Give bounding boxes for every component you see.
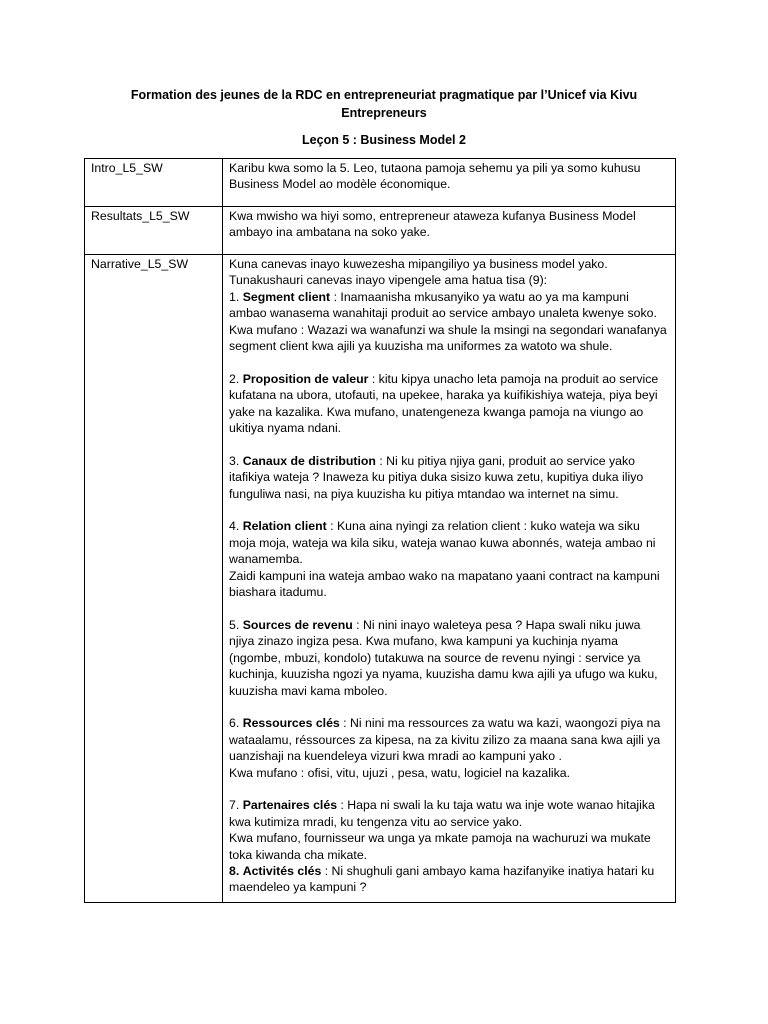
section-number: 6. [229,716,240,731]
section-text: : Ni nini inayo waleteya pesa ? Hapa swali niku juwa njiya zinazo ingiza pesa. Kwa mufano, kwa kampuni ya kuchinja nyama (ngombe, mbuzi, kondolo) tutakuwa na source de revenu nyingi : service ya kuchinja, kuuzisha ngozi ya nyama, kuuzisha damu kwa ajili ya ufugo wa kuku, kuuzisha mavi kama mboleo. [229,617,658,698]
section-number: 2. [229,371,240,386]
section-term: Relation client [242,519,327,534]
lesson-table [84,158,676,903]
row-key-intro: Intro_L5_SW [85,159,223,207]
section-number: 5. [229,617,240,632]
section-number: 4. [229,519,240,534]
document-title: Formation des jeunes de la RDC en entrepreneuriat pragmatique par l’Unicef via Kivu Entrepreneurs [130,88,638,120]
section-text: : Ni ku pitiya njiya gani, produit ao service yako itafikiya wateja ? Inaweza ku pitiya duka sisizo kuwa zetu, kupitiya duka iliyo funguliwa nasi, na piya kuuzisha ku pitiya mtandao wa internet na simu. [229,453,644,501]
section-text: : kitu kipya unacho leta pamoja na produit ao service kufatana na ubora, utofauti, na upekee, haraka ya kuifikishiya wateja, piya beyi yake na kazalika. Kwa mufano, unatengeneza kwanga pamoja na viungo ao ukitiya nyama ndani. [229,371,659,436]
narrative-section-canaux-de-distribution [229,453,669,502]
section-term: Ressources clés [242,716,340,731]
section-text: : Kuna aina nyingi za relation client : kuko wateja wa siku moja moja, wateja wa kila siku, wateja wanao kuwa abonnés, wateja ambao ni wanamemba. [229,519,656,567]
section-term: Activités clés [242,863,322,878]
row-key-narrative: Narrative_L5_SW [85,255,223,903]
section-term: Segment client [242,289,331,304]
narrative-section-activites-cles [229,863,669,896]
row-key-results: Resultats_L5_SW [85,207,223,255]
row-content-intro: Karibu kwa somo la 5. Leo, tutaona pamoja sehemu ya pili ya somo kuhusu Business Model ao modèle économique. [223,159,676,207]
section-text: : Hapa ni swali la ku taja watu wa inje wote wanao hitajika kwa kutimiza mradi, ku tengenza vitu ao service yako. [229,798,655,829]
section-term: Proposition de valeur [242,371,369,386]
section-number: 8. [229,863,240,878]
section-example: Kwa mufano : ofisi, vitu, ujuzi , pesa, watu, logiciel na kazalika. [229,765,571,780]
narrative-section-relation-client [229,518,669,600]
narrative-section-partenaires-cles [229,797,669,863]
narrative-section-sources-de-revenu [229,617,669,699]
row-content-results: Kwa mwisho wa hiyi somo, entrepreneur ataweza kufanya Business Model ambayo ina ambatana na soko yake. [223,207,676,255]
lesson-title: Leçon 5 : Business Model 2 [302,133,466,147]
section-term: Partenaires clés [242,798,338,813]
section-example: Zaidi kampuni ina wateja ambao wako na mapatano yaani contract na kampuni biashara itadumu. [229,568,660,600]
row-content-narrative [223,255,676,903]
narrative-section-proposition-de-valeur [229,371,669,437]
section-term: Canaux de distribution [242,453,376,468]
section-text: : Ni shughuli gani ambayo kama hazifanyike inatiya hatari ku maendeleo ya kampuni ? [229,863,655,895]
table-row-intro [85,159,676,207]
section-text: : Ni nini ma ressources za watu wa kazi, waongozi piya na wataalamu, réssources za kipesa, na za kivitu zilizo za maana sana kwa ajili ya uanzishaji na kuendeleya vizuri kwa mradi ao kampuni yako . [229,716,661,764]
table-row-results [85,207,676,255]
section-text: : Inamaanisha mkusanyiko ya watu ao ya ma kampuni ambao wanasema wanahitaji produit ao service ambayo unaleta kwenye soko. [229,289,657,321]
narrative-section-segment-client [229,289,669,355]
section-number: 7. [229,798,240,813]
section-term: Sources de revenu [242,617,353,632]
narrative-section-ressources-cles [229,715,669,781]
section-example: Kwa mufano : Wazazi wa wanafunzi wa shule la msingi na segondari wanafanya segment client kwa ajili ya kuuzisha ma uniformes za watoto wa shule. [229,322,667,354]
section-example: Kwa mufano, fournisseur wa unga ya mkate pamoja na wachuruzi wa mukate toka kiwanda cha mikate. [229,831,651,862]
section-number: 1. [229,289,240,304]
narrative-intro: Kuna canevas inayo kuwezesha mipangiliyo ya business model yako. Tunakushauri canevas inayo vipengele ama hatua tisa (9): [229,257,608,288]
section-number: 3. [229,453,240,468]
table-row-narrative [85,255,676,903]
